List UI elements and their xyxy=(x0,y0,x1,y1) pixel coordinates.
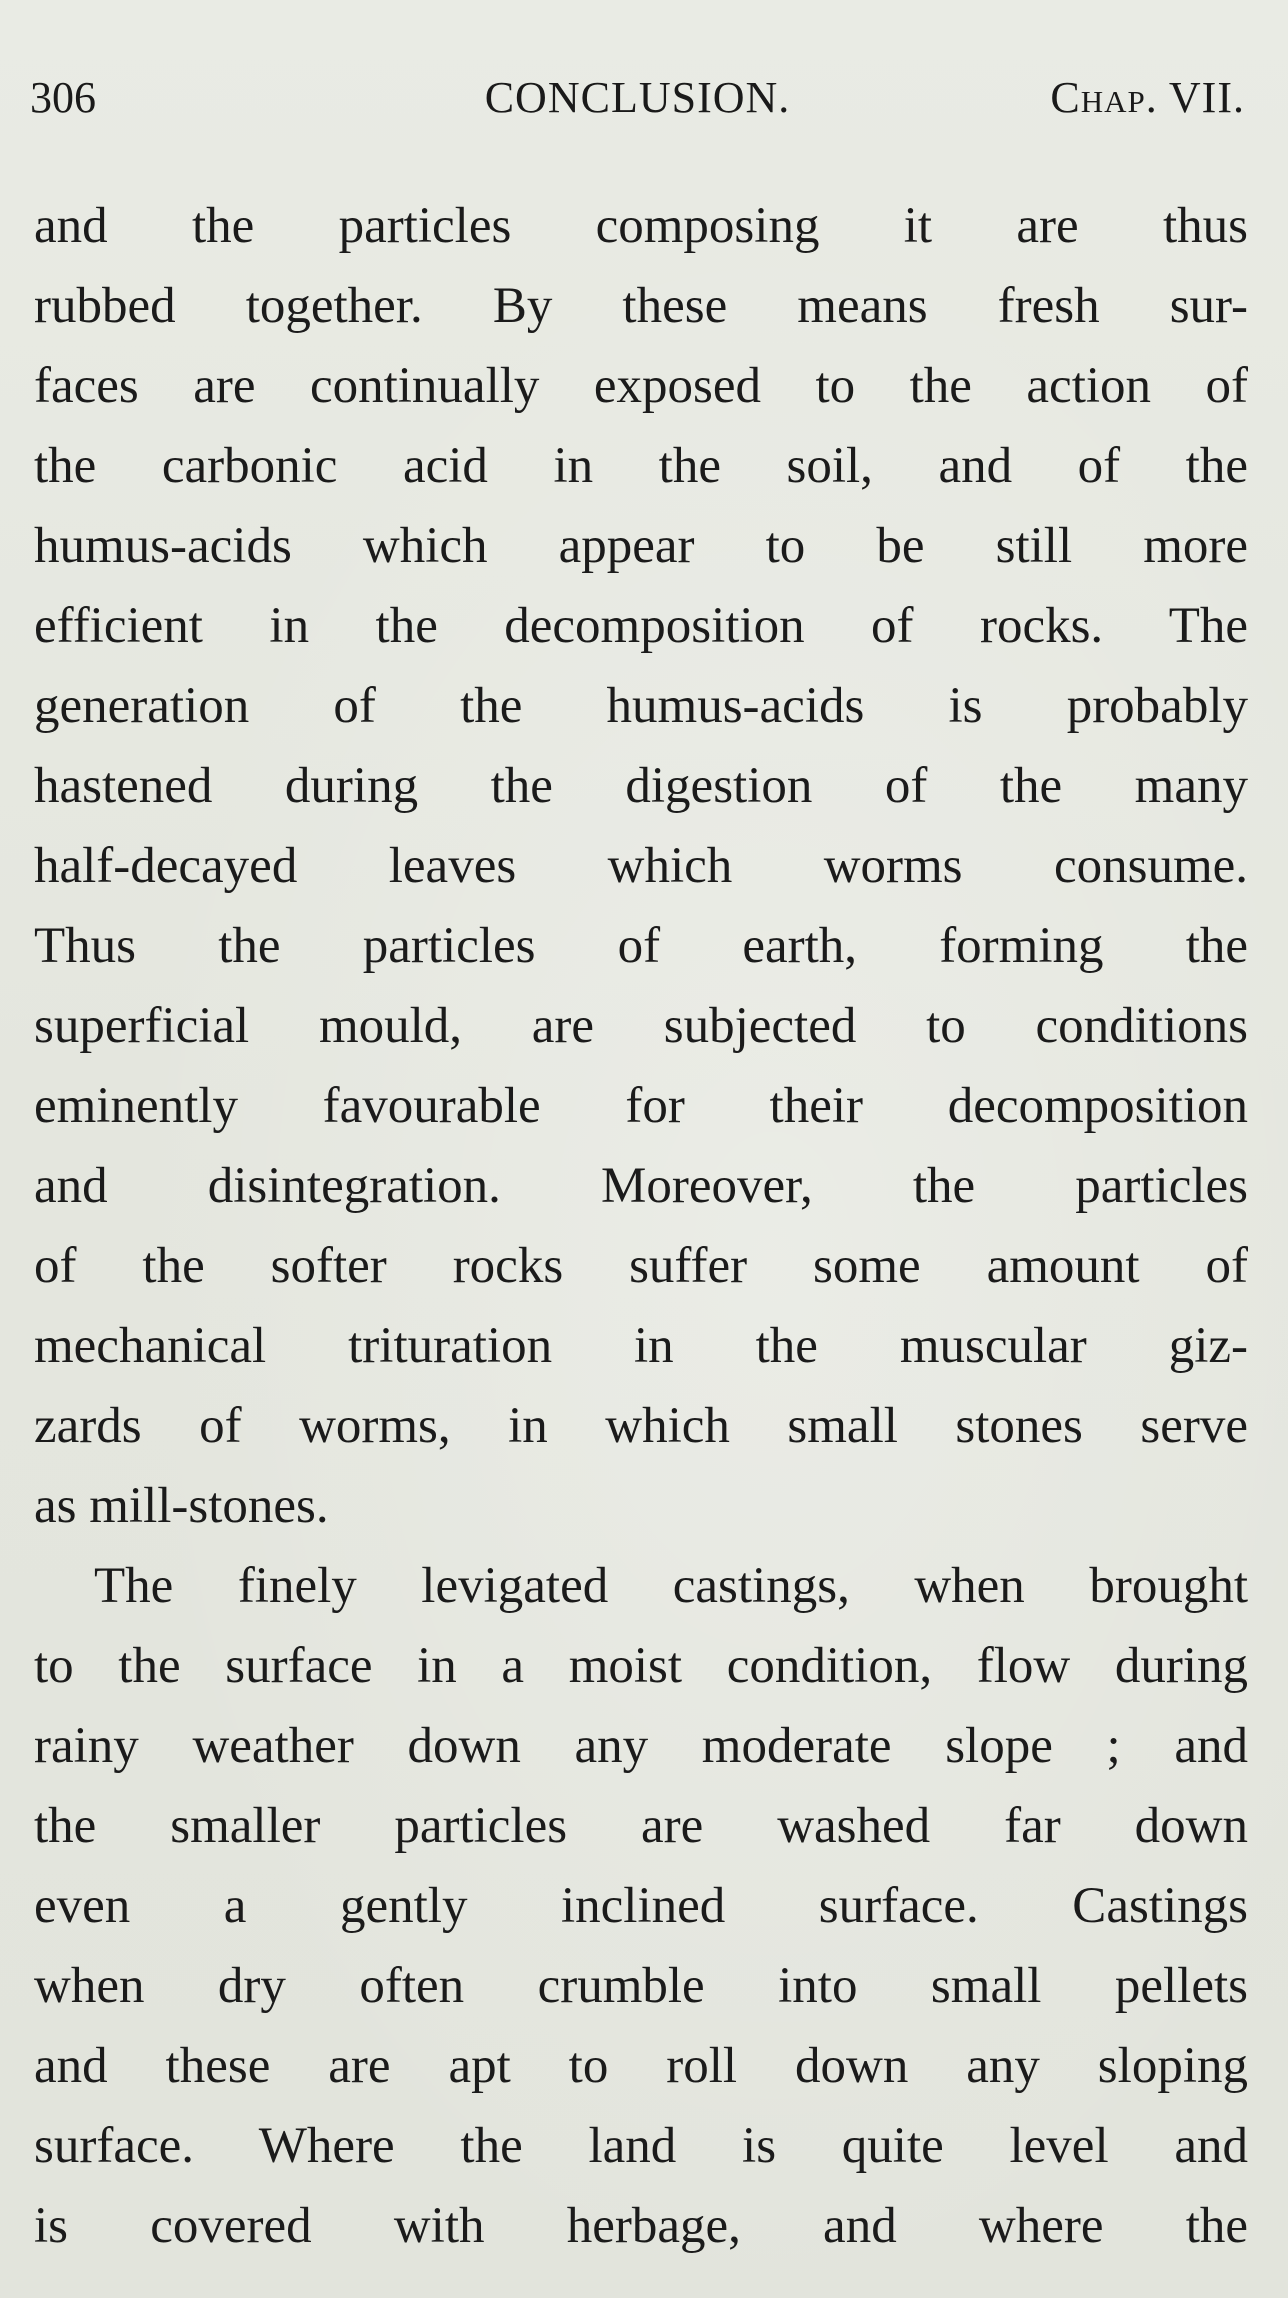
text-line: Thus the particles of earth, forming the xyxy=(34,918,1248,974)
text-line: faces are continually exposed to the action of xyxy=(34,358,1248,414)
text-line: the smaller particles are washed far down xyxy=(34,1798,1248,1854)
text-line: zards of worms, in which small stones serve xyxy=(34,1398,1248,1454)
text-line: of the softer rocks suffer some amount of xyxy=(34,1238,1248,1294)
text-line: The finely levigated castings, when brought xyxy=(94,1558,1248,1614)
text-line: even a gently inclined surface. Castings xyxy=(34,1878,1248,1934)
text-line: as mill-stones. xyxy=(34,1478,329,1534)
body-text xyxy=(34,186,1248,2266)
text-line: generation of the humus-acids is probably xyxy=(34,678,1248,734)
text-line: and disintegration. Moreover, the particles xyxy=(34,1158,1248,1214)
text-line: humus-acids which appear to be still more xyxy=(34,518,1248,574)
text-line: surface. Where the land is quite level and xyxy=(34,2118,1248,2174)
chapter-label: Chap. VII. xyxy=(1050,73,1245,122)
text-line: the carbonic acid in the soil, and of the xyxy=(34,438,1248,494)
text-line: rubbed together. By these means fresh sur- xyxy=(34,278,1248,334)
text-line: mechanical trituration in the muscular giz- xyxy=(34,1318,1248,1374)
text-line: efficient in the decomposition of rocks. The xyxy=(34,598,1248,654)
page-number: 306 xyxy=(30,73,96,122)
text-line: is covered with herbage, and where the xyxy=(34,2198,1248,2254)
running-head xyxy=(30,68,1245,128)
text-line: hastened during the digestion of the many xyxy=(34,758,1248,814)
text-line: rainy weather down any moderate slope ; and xyxy=(34,1718,1248,1774)
text-line: and the particles composing it are thus xyxy=(34,198,1248,254)
running-title: CONCLUSION. xyxy=(484,73,791,122)
text-line: superficial mould, are subjected to conditions xyxy=(34,998,1248,1054)
text-line: when dry often crumble into small pellets xyxy=(34,1958,1248,2014)
text-line: half-decayed leaves which worms consume. xyxy=(34,838,1248,894)
text-line: eminently favourable for their decomposition xyxy=(34,1078,1248,1134)
text-line: and these are apt to roll down any sloping xyxy=(34,2038,1248,2094)
text-line: to the surface in a moist condition, flow during xyxy=(34,1638,1248,1694)
